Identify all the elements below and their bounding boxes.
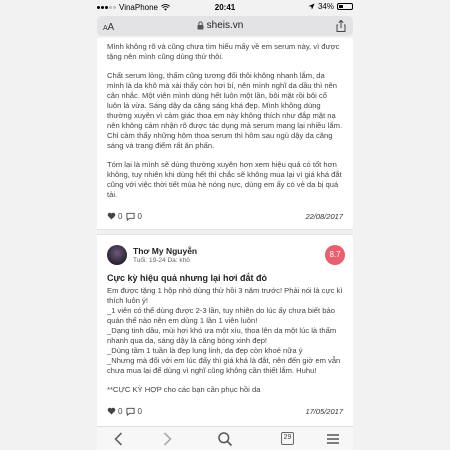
review-paragraph: Tóm lại là mình sẽ dùng thường xuyên hơn xem hiệu quả có tốt hơn không, tuy nhiên khi dùng hết thì chắc sẽ không mua lại vì giá khá đắt cũng với việc thời tiết mùa hè nóng nực, dùng em ấy có vẻ da bị quá tải. (107, 160, 342, 199)
review-footer (107, 209, 343, 223)
clock: 20:41 (214, 3, 236, 12)
comment-icon (126, 407, 135, 416)
battery-status (308, 2, 353, 11)
url-text[interactable]: sheis.vn (206, 20, 244, 31)
page-content[interactable] (97, 38, 353, 426)
review-date: 22/08/2017 (305, 211, 343, 221)
comment-icon (126, 212, 135, 221)
chevron-right-icon (159, 431, 175, 447)
browser-toolbar (97, 426, 353, 450)
review-paragraph: Chất serum lỏng, thấm cũng tương đối thôi không nhanh lắm, da mình là da khô mà xài thấy còn hơi bí, nên mình nghĩ da dầu thì nên cân nhắc. Một viên mình dùng hết luôn một lần, bôi mặt rồi bôi cổ luôn là vừa. Sáng dậy da căng sáng khá đẹp. Mình không dùng thường xuyên vì cảm giác thoa em này không thích như đắp mặt nạ nên không cảm nhận rõ được tác dụng mà serum mang lại nhiều lắm. Chỉ cảm thấy những hôm thoa serum thì hôm sau ngủ dậy da căng sáng và trang điểm rất ăn phấn. (107, 71, 343, 150)
score-badge: 8.7 (325, 245, 345, 265)
avatar[interactable] (107, 245, 127, 265)
reviewer-name[interactable]: Thơ My Nguyễn (133, 246, 198, 256)
tabs-button[interactable]: 29 (281, 432, 294, 445)
like-count: 0 (118, 406, 123, 416)
battery-percent: 34% (317, 2, 334, 11)
review-footer (107, 404, 343, 418)
back-button[interactable] (111, 431, 127, 447)
comment-button[interactable] (126, 407, 141, 416)
comment-count: 0 (137, 406, 142, 416)
search-button[interactable] (217, 431, 233, 447)
like-count: 0 (118, 211, 123, 221)
like-button[interactable] (107, 407, 122, 416)
forward-button[interactable] (159, 431, 175, 447)
address-bar[interactable] (97, 16, 353, 36)
like-button[interactable] (107, 212, 122, 221)
comment-count: 0 (137, 211, 142, 221)
svg-text:A: A (103, 25, 108, 32)
divider (97, 229, 353, 235)
location-icon (308, 3, 315, 10)
review-date: 17/05/2017 (305, 406, 343, 416)
heart-icon (107, 407, 116, 415)
menu-icon (325, 431, 341, 447)
reviewer-header (97, 241, 353, 269)
comment-button[interactable] (126, 212, 141, 221)
svg-text:A: A (107, 22, 115, 33)
review-paragraph: Em được tặng 1 hộp nhỏ dùng thử hồi 3 năm trước! Phải nói là cực kì thích luôn ý! _1 viên có thể dùng được 2-3 lần, tuy nhiên do lúc ấy chưa biết bảo quản thế nào nên em dùng 1 lần 1 viên luôn! _Dạng tinh dầu, mùi hơi khó ưa một xíu, thoa lên da một lúc là thấm nhanh qua da, sáng dậy là căng bóng xinh đẹp! _Dùng tầm 1 tuần là đẹp lung linh, da đẹp còn khoẻ nữa ý _Nhưng mà đối với em lúc đấy thì giá khá là đắt, nên đến giờ em vẫn chưa mua lại để dùng vì nghĩ cũng không cần thiết lắm. Huhu! (107, 286, 343, 375)
review-title: Cực kỳ hiệu quả nhưng lại hơi đắt đỏ (107, 273, 267, 283)
search-icon (217, 431, 233, 447)
review-paragraph: Mình không rõ và cũng chưa tìm hiểu mấy về em serum này, vì được tặng nên mình cũng dùng thử thôi. (107, 42, 340, 61)
heart-icon (107, 212, 116, 220)
review-paragraph: **CỰC KỲ HỢP cho các bạn cần phục hồi da (107, 385, 261, 394)
carrier-name: VinaPhone (119, 3, 158, 12)
chevron-left-icon (111, 431, 127, 447)
battery-icon (337, 3, 353, 10)
status-bar (0, 0, 450, 14)
review-card (97, 42, 353, 223)
menu-button[interactable] (325, 431, 341, 447)
review-card (97, 273, 353, 418)
reviewer-meta: Tuổi: 19-24 Da: khô (133, 257, 190, 264)
share-icon[interactable] (334, 19, 348, 33)
